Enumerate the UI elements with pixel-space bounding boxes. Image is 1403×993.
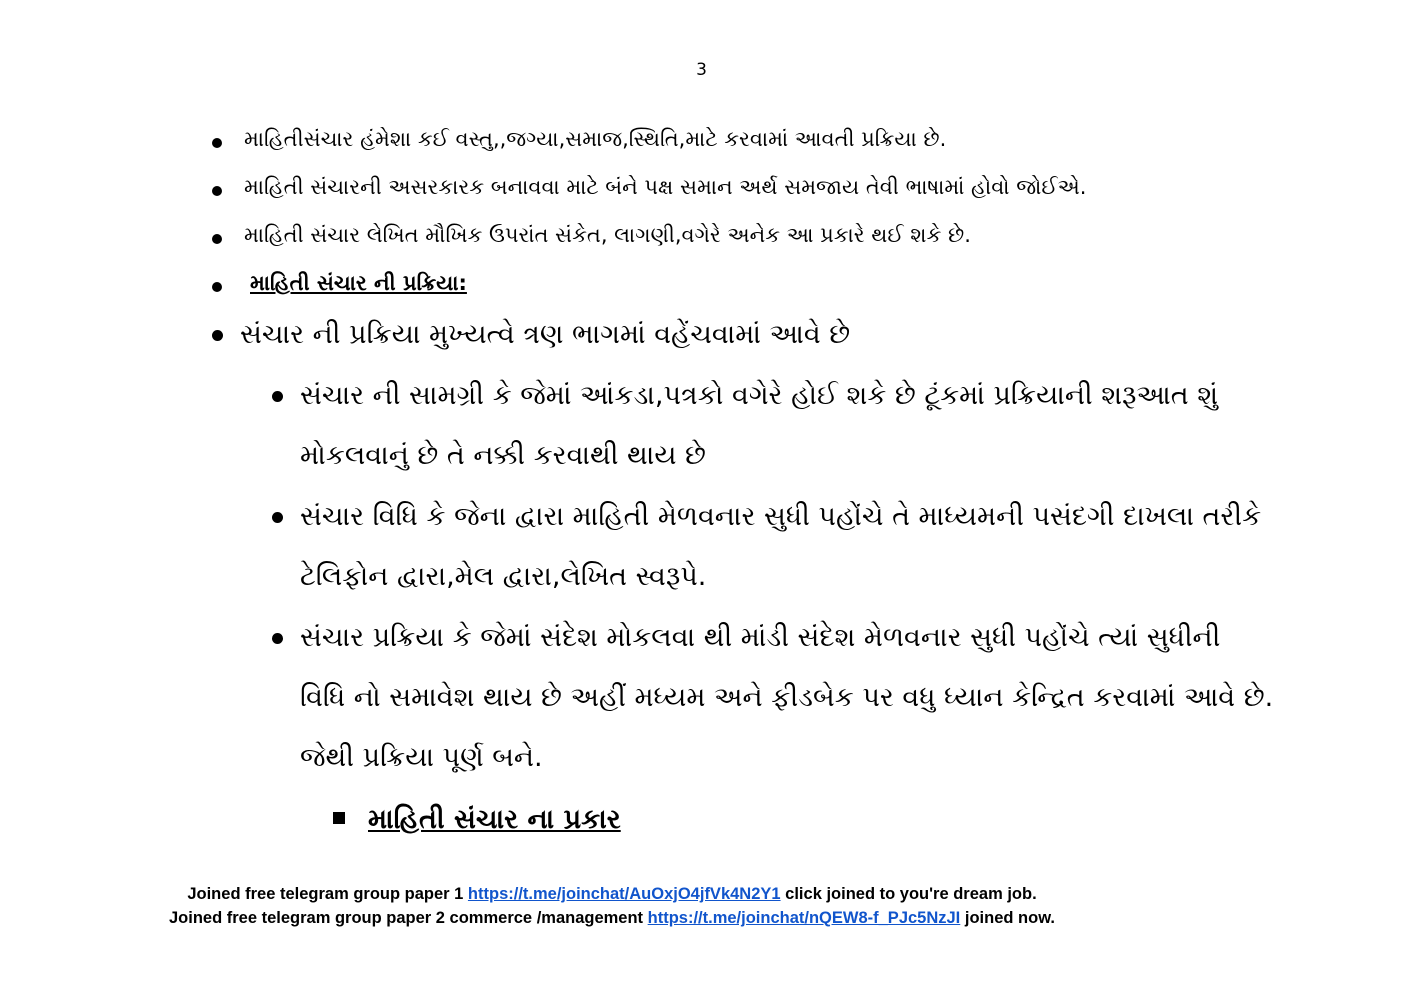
footer-text: click joined to you're dream job.: [785, 885, 1037, 903]
sub-item-line: સંચાર પ્રક્રિયા કે જેમાં સંદેશ મોકલવા થી માંડી સંદેશ મેળવનાર સુધી પહોંચે ત્યાં સુધીની: [300, 622, 1221, 653]
footer-text: joined now.: [964, 909, 1056, 927]
footer-text: Joined free telegram group paper 2 commerce /management: [168, 909, 648, 927]
sub-item-line: જેથી પ્રક્રિયા પૂર્ણ બને.: [300, 742, 543, 773]
section-heading-process: માહિતી સંચાર ની પ્રક્રિયા:: [250, 271, 467, 295]
sub-item-line: સંચાર ની સામગ્રી કે જેમાં આંકડા,પત્રકો વગેરે હોઈ શકે છે ટૂંકમાં પ્રક્રિયાની શરૂઆત શું: [300, 380, 1219, 411]
bullet-icon: [212, 282, 222, 292]
bullet-item: [212, 127, 946, 152]
section-heading-types: માહિતી સંચાર ના પ્રકાર: [368, 804, 621, 835]
bullet-icon: [212, 138, 222, 148]
sub-list-item: [272, 608, 1273, 788]
bullet-text: માહિતીસંચાર હંમેશા કઈ વસ્તુ,,જગ્યા,સમાજ,સ્થિતિ,માટે કરવામાં આવતી પ્રક્રિયા છે.: [244, 127, 947, 151]
bullet-item: [212, 223, 971, 248]
intro-text: સંચાર ની પ્રક્રિયા મુખ્યત્વે ત્રણ ભાગમાં વહેંચવામાં આવે છે: [240, 319, 851, 350]
sub-item-line: ટેલિફોન દ્વારા,મેલ દ્વારા,લેખિત સ્વરૂપે.: [300, 561, 707, 592]
bullet-icon: [272, 512, 283, 523]
bullet-text: માહિતી સંચારની અસરકારક બનાવવા માટે બંને પક્ષ સમાન અર્થ સમજાય તેવી ભાષામાં હોવો જોઈએ.: [244, 175, 1087, 199]
telegram-link-paper-2[interactable]: https://t.me/joinchat/nQEW8-f_PJc5NzJI: [647, 909, 961, 927]
sub-list-item: [272, 366, 1218, 486]
sub-item-line: વિધિ નો સમાવેશ થાય છે અહીં મધ્યમ અને ફીડબેક પર વધુ ધ્યાન કેન્દ્રિત કરવામાં આવે છે.: [300, 682, 1274, 713]
sub-list-item: [272, 487, 1261, 607]
telegram-link-paper-1[interactable]: https://t.me/joinchat/AuOxjO4jfVk4N2Y1: [467, 885, 781, 903]
bullet-icon: [212, 330, 223, 341]
bullet-item: [212, 305, 850, 365]
footer-line-2: [0, 909, 1224, 928]
footer-text: Joined free telegram group paper 1: [187, 885, 468, 903]
sub-item-line: મોકલવાનું છે તે નક્કી કરવાથી થાય છે: [300, 440, 706, 471]
section-heading-item: [333, 790, 621, 850]
bullet-icon: [272, 633, 283, 644]
bullet-icon: [272, 391, 283, 402]
square-bullet-icon: [333, 812, 345, 824]
bullet-icon: [212, 234, 222, 244]
bullet-item: [212, 271, 467, 296]
footer-line-1: [0, 885, 1224, 904]
sub-item-line: સંચાર વિધિ કે જેના દ્વારા માહિતી મેળવનાર સુધી પહોંચે તે માધ્યમની પસંદગી દાખલા તરીકે: [300, 501, 1262, 532]
bullet-item: [212, 175, 1086, 200]
bullet-text: માહિતી સંચાર લેખિત મૌખિક ઉપરાંત સંકેત, લાગણી,વગેરે અનેક આ પ્રકારે થઈ શકે છે.: [244, 223, 971, 247]
bullet-icon: [212, 186, 222, 196]
page-number: 3: [696, 60, 707, 80]
